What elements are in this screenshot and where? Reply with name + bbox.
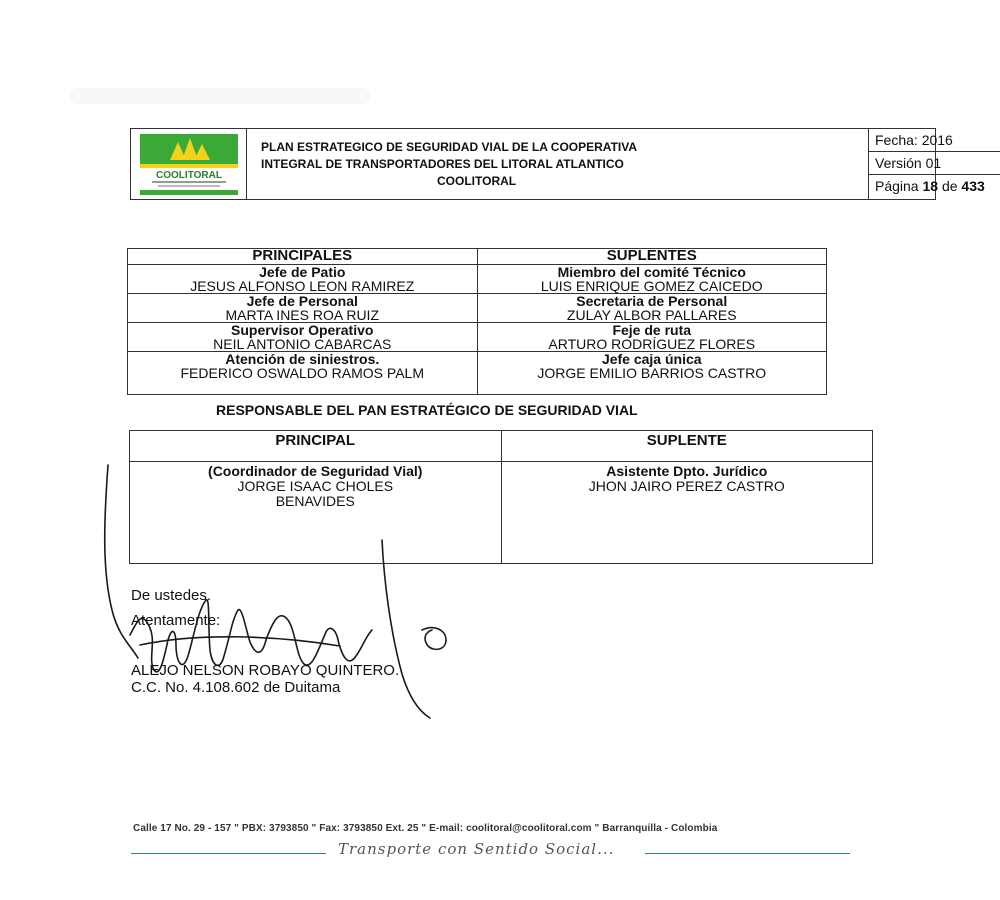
role-label: Jefe caja única: [601, 351, 702, 367]
coolitoral-logo: [132, 130, 246, 198]
table-row: [128, 294, 827, 323]
logo-cell: [131, 129, 247, 199]
suplente-cell: [477, 323, 827, 352]
scan-smudge: [70, 88, 370, 104]
responsible-header-row: [130, 431, 873, 462]
role-label: Feje de ruta: [612, 322, 692, 338]
person-name: LUIS ENRIQUE GOMEZ CAICEDO: [540, 278, 763, 294]
role-label: Atención de siniestros.: [225, 351, 380, 367]
person-name: JHON JAIRO PEREZ CASTRO: [588, 478, 785, 494]
role-label: Supervisor Operativo: [231, 322, 374, 338]
suplente-cell: [477, 265, 827, 294]
person-name: MARTA INES ROA RUIZ: [225, 307, 379, 323]
pagina-number: 18: [922, 178, 939, 194]
person-name: ARTURO RODRÍGUEZ FLORES: [548, 336, 756, 352]
person-name: JORGE EMILIO BARRIOS CASTRO: [537, 365, 767, 381]
committee-table: [127, 248, 827, 395]
handwritten-signature: [90, 460, 470, 730]
table-row: [128, 265, 827, 294]
fecha-field: Fecha: 2016: [869, 129, 1000, 152]
person-name: ZULAY ALBOR PALLARES: [566, 307, 737, 323]
responsible-title: RESPONSABLE DEL PAN ESTRATÉGICO DE SEGURIDAD VIAL: [216, 402, 638, 418]
footer-address: Calle 17 No. 29 - 157 " PBX: 3793850 " Fax: 3793850 Ext. 25 " E-mail: coolitoral@coolitoral.com " Barranquilla - Colombia: [133, 823, 718, 834]
committee-header-row: [128, 249, 827, 265]
role-label: Asistente Dpto. Jurídico: [606, 463, 768, 479]
footer-divider-left: [131, 853, 326, 854]
closing-line-1: De ustedes.: [131, 587, 212, 604]
person-name: NEIL ANTONIO CABARCAS: [213, 336, 392, 352]
role-label: (Coordinador de Seguridad Vial): [208, 463, 423, 479]
signer-id: C.C. No. 4.108.602 de Duitama: [131, 679, 341, 696]
title-line-2: INTEGRAL DE TRANSPORTADORES DEL LITORAL ATLANTICO: [261, 156, 624, 171]
pagina-mid: de: [938, 178, 962, 194]
role-label: Jefe de Patio: [259, 264, 346, 280]
principal-cell: [128, 352, 478, 395]
role-label: Secretaria de Personal: [576, 293, 728, 309]
document-meta: [869, 129, 1000, 199]
suplente-cell: [501, 462, 873, 564]
suplente-cell: [477, 352, 827, 395]
table-row: [128, 352, 827, 395]
principal-cell: [128, 294, 478, 323]
document-title: [247, 129, 869, 199]
suplente-cell: [477, 294, 827, 323]
person-name: FEDERICO OSWALDO RAMOS PALM: [180, 365, 424, 381]
table-row: [128, 323, 827, 352]
footer-divider-right: [645, 853, 850, 854]
header-principal: PRINCIPAL: [130, 431, 502, 462]
header-suplente: SUPLENTE: [501, 431, 873, 462]
principal-cell: [128, 323, 478, 352]
role-label: Miembro del comité Técnico: [557, 264, 746, 280]
pagina-total: 433: [961, 178, 985, 194]
person-name: JESUS ALFONSO LEON RAMIREZ: [190, 278, 415, 294]
header-principales: PRINCIPALES: [128, 249, 478, 265]
footer-slogan: Transporte con Sentido Social...: [338, 840, 615, 858]
pagina-prefix: Página: [875, 178, 923, 194]
role-label: Jefe de Personal: [246, 293, 358, 309]
document-header: [130, 128, 985, 200]
closing-line-2: Atentamente:: [131, 612, 221, 629]
principal-cell: [128, 265, 478, 294]
signer-name: ALEJO NELSON ROBAYO QUINTERO.: [131, 662, 400, 679]
person-name: JORGE ISAAC CHOLES BENAVIDES: [237, 478, 394, 509]
title-line-1: PLAN ESTRATEGICO DE SEGURIDAD VIAL DE LA COOPERATIVA: [261, 139, 638, 154]
header-suplentes: SUPLENTES: [477, 249, 827, 265]
version-field: Versión 01: [869, 152, 1000, 175]
logo-wordmark: COOLITORAL: [156, 170, 222, 181]
pagina-field: [869, 175, 1000, 198]
title-line-3: COOLITORAL: [437, 173, 517, 188]
